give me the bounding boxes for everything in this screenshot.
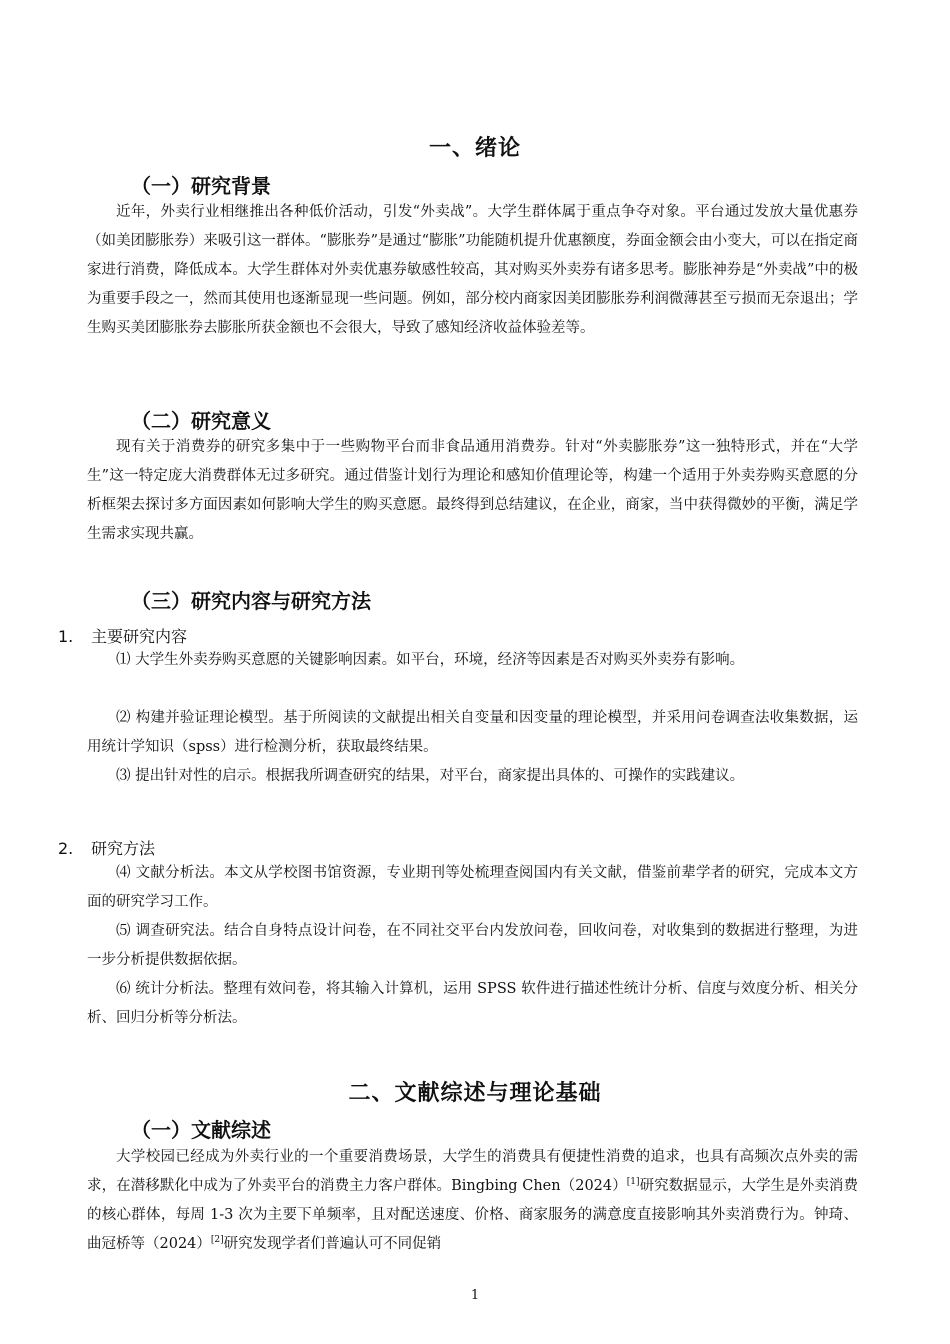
item-heading-research-methods [58,836,155,859]
paragraph-content-2: ⑵ 构建并验证理论模型。基于所阅读的文献提出相关自变量和因变量的理论模型，并采用问卷调查法收集数据，运用统计学知识（spss）进行检测分析，获取最终结果。 [87,710,858,755]
chapter-title-literature: 二、文献综述与理论基础 [348,1081,602,1106]
page-number: 1 [470,1288,480,1303]
paragraph-content-3: ⑶ 提出针对性的启示。根据我所调查研究的结果，对平台，商家提出具体的、可操作的实践建议。 [116,768,745,784]
item-number: 2. [58,839,74,858]
chapter-title-intro: 一、绪论 [428,136,521,161]
paragraph-content-1: ⑴ 大学生外卖券购买意愿的关键影响因素。如平台，环境，经济等因素是否对购买外卖券有影响。 [116,652,745,668]
paragraph-method-1: ⑷ 文献分析法。本文从学校图书馆资源，专业期刊等处梳理查阅国内有关文献，借鉴前辈学者的研究，完成本文方面的研究学习工作。 [87,865,858,910]
text-run: 研究发现学者们普遍认可不同促销 [223,1236,442,1252]
section-title-background: （一）研究背景 [131,174,271,198]
section-title-content-methods: （三）研究内容与研究方法 [131,589,371,613]
paragraph-method-2: ⑸ 调查研究法。结合自身特点设计问卷，在不同社交平台内发放问卷，回收问卷，对收集到的数据进行整理，为进一步分析提供数据依据。 [87,923,858,968]
citation-2[interactable]: [2] [210,1235,224,1245]
paragraph-significance: 现有关于消费券的研究多集中于一些购物平台而非食品通用消费券。针对“外卖膨胀券”这一独特形式，并在“大学生”这一特定庞大消费群体无过多研究。通过借鉴计划行为理论和感知价值理论等，构建一个适用于外卖券购买意愿的分析框架去探讨多方面因素如何影响大学生的购买意愿。最终得到总结建议，在企业，商家，当中获得微妙的平衡，满足学生需求实现共赢。 [87,439,858,542]
paragraph-background: 近年，外卖行业相继推出各种低价活动，引发“外卖战”。大学生群体属于重点争夺对象。平台通过发放大量优惠券（如美团膨胀券）来吸引这一群体。“膨胀券”是通过“膨胀”功能随机提升优惠额度，券面金额会由小变大，可以在指定商家进行消费，降低成本。大学生群体对外卖优惠券敏感性较高，其对购买外卖券有诸多思考。膨胀神券是“外卖战”中的极为重要手段之一，然而其使用也逐渐显现一些问题。例如，部分校内商家因美团膨胀券利润微薄甚至亏损而无奈退出；学生购买美团膨胀券去膨胀所获金额也不会很大，导致了感知经济收益体验差等。 [87,204,858,336]
section-title-literature-review: （一）文献综述 [131,1118,271,1142]
text-run: 大学校园已经成为外卖行业的一个重要消费场景，大学生的消费具有便捷性消费的追求，也具有高频次点外卖的需求，在潜移默化中成为了外卖平台的消费主力客户群体。Bingbing Chen（2024） [87,1149,858,1194]
paragraph-method-3: ⑹ 统计分析法。整理有效问卷，将其输入计算机，运用 SPSS 软件进行描述性统计分析、信度与效度分析、相关分析、回归分析等分析法。 [87,981,858,1026]
item-title: 研究方法 [91,839,156,858]
item-heading-research-content [58,624,187,647]
section-title-significance: （二）研究意义 [131,409,271,433]
text-run: 研究数据显示，大学生是外卖消费的核心群体，每周 1-3 次为主要下单频率，且对配送速度、价格、商家服务的满意度直接影响其外卖消费行为。钟琦、曲冠桥等（2024） [87,1178,858,1252]
item-title: 主要研究内容 [91,627,188,646]
citation-1[interactable]: [1] [626,1177,640,1187]
paragraph-literature-review [87,1143,858,1259]
item-number: 1. [58,627,74,646]
